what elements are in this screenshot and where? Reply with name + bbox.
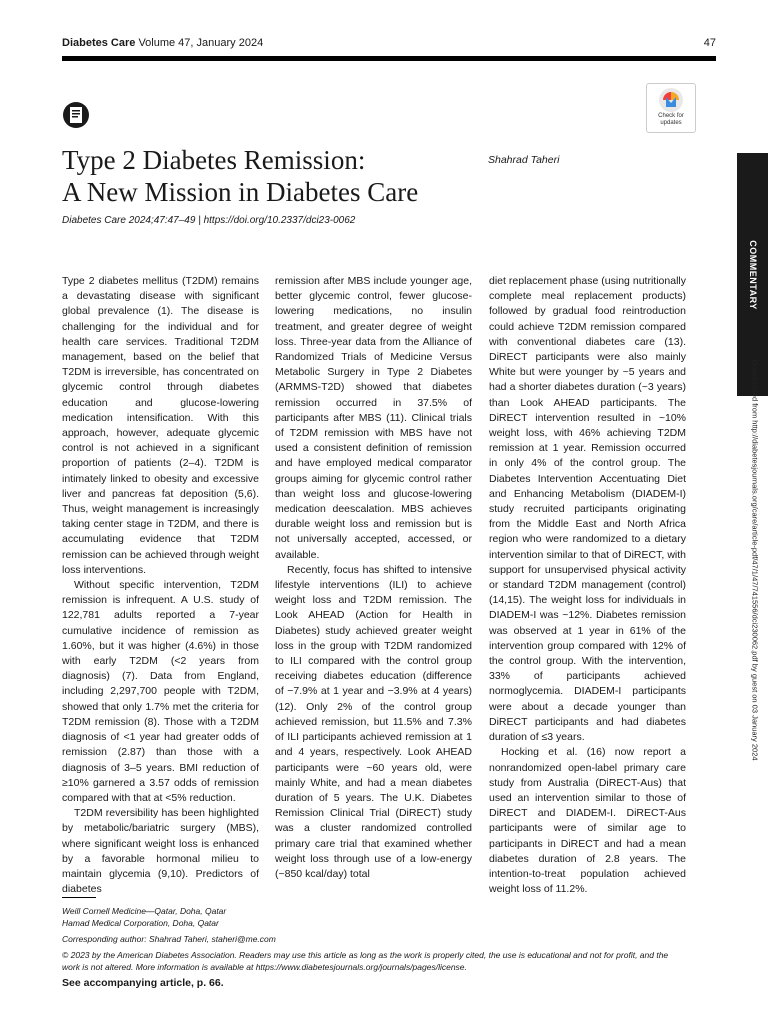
article-title — [62, 144, 418, 208]
paragraph: Hocking et al. (16) now report a nonrandomized open-label primary care study from Australia (DiRECT-Aus) that used an intervention similar to those of DiRECT and DIADEM-I. DiRECT-Aus participants were of similar age to participants in DiRECT and had a mean diabetes duration of 2.8 years. The intention-to-treat population achieved weight loss of 11.2%. — [489, 746, 686, 896]
footnote-rule — [62, 897, 96, 898]
corresponding-author[interactable]: Corresponding author: Shahrad Taheri, staheri@me.com — [62, 934, 276, 944]
title-line-2: A New Mission in Diabetes Care — [62, 177, 419, 207]
paragraph: remission after MBS include younger age, better glycemic control, fewer glucose-lowering medications, no insulin treatment, and greater degree of weight loss. Three-year data from the Alliance of Randomized Trials of Medicine Versus Metabolic Surgery in Type 2 Diabetes (ARMMS-T2D) showed that diabetes remission occurred in 37.5% of participants after MBS (11). Clinical trials of T2DM remission with MBS have not used a consistent definition of remission and have employed medical comparator groups aiming for glycemic control rather than weight loss and glucose-lowering medication deescalation. MBS achieves durable weight loss and remission but is not universally accepted, accessed, or available. — [275, 275, 472, 561]
journal-logo-icon — [62, 101, 90, 129]
journal-name: Diabetes Care — [62, 37, 136, 49]
footnotes — [62, 905, 688, 973]
paragraph: Without specific intervention, T2DM remission is infrequent. A U.S. study of 122,781 adults reported a 7-year cumulative incidence of remission as 1.60%, but it was higher (4.6%) in those with early T2DM (<2 years from diagnosis) (7). Data from England, including 2,297,700 people with T2DM, showed that only 1.7% met the criteria for T2DM remission (8). Those with a T2DM diagnosis of <1 year had greater odds of remission (2.87) than those with a diagnosis of 3–5 years. BMI reduction of ≥10% garnered a 3.57 odds of remission compared with that at <5% reduction. — [62, 579, 259, 804]
paragraph: diet replacement phase (using nutritionally complete meal replacement products) followed by gradual food reintroduction could achieve T2DM remission compared with conventional diabetes care (13). DiRECT participants were also mainly White but were younger by ~5 years and had a shorter diabetes duration (~3 years) than Look AHEAD participants. The DiRECT intervention resulted in ~10% weight loss, with 46% achieving T2DM remission at 1 year. Remission occurred in only 4% of the control group. The Diabetes Intervention Accentuating Diet and Enhancing Metabolism (DIADEM-I) study recruited participants originating from the Middle East and North Africa region who were randomized to a dietary intervention similar to that of DiRECT, with support for unsupervised physical activity or standard T2DM management (control) (14,15). The weight loss for individuals in DIADEM-I was ~12%. Diabetes remission was observed at 1 year in 61% of the intervention group compared with 12% of the control group. With the intervention, 33% of participants achieved normoglycemia. DIADEM-I participants were about a decade younger than DiRECT participants and had diabetes duration of ≤3 years. — [489, 275, 686, 744]
affiliation-1: Weill Cornell Medicine—Qatar, Doha, Qatar — [62, 906, 227, 916]
crossmark-label-1: Check for — [658, 113, 684, 119]
section-tab-label: COMMENTARY — [747, 239, 758, 310]
see-also-link[interactable]: See accompanying article, p. 66. — [62, 977, 224, 989]
running-header — [62, 37, 716, 53]
header-rule — [62, 56, 716, 61]
page-number: 47 — [703, 37, 716, 49]
paragraph: T2DM reversibility has been highlighted by metabolic/bariatric surgery (MBS), where significant weight loss is enhanced by a favorable hormonal milieu to maintain glycemia (9,10). Predictors of diabetes — [62, 807, 259, 896]
paragraph: Recently, focus has shifted to intensive lifestyle interventions (ILI) to achieve weight loss and T2DM remission. The Look AHEAD (Action for Health in Diabetes) study achieved greater weight loss in the group with T2DM randomized to ILI compared with the control group receiving diabetes education (difference of −7.9% at 1 year and −3.9% at 4 years) (12). Only 2% of the control group achieved remission, but 11.5% and 7.3% of ILI participants achieved remission at 1 and 4 years, respectively. Look AHEAD participants were ~60 years old, were mainly White, and had a mean diabetes duration of 5 years. The U.K. Diabetes Remission Clinical Trial (DiRECT) study was a cluster randomized controlled primary care trial that examined whether weight loss through use of a low-energy (~850 kcal/day) total — [275, 563, 472, 880]
check-for-updates-badge[interactable] — [646, 83, 696, 133]
title-line-1: Type 2 Diabetes Remission: — [62, 145, 366, 175]
body-column-2 — [275, 274, 472, 882]
citation-line[interactable]: Diabetes Care 2024;47:47–49 | https://doi.org/10.2337/dci23-0062 — [62, 215, 356, 226]
author-name: Shahrad Taheri — [488, 154, 560, 166]
crossmark-label-2: updates — [660, 120, 682, 126]
affiliation-2: Hamad Medical Corporation, Doha, Qatar — [62, 918, 219, 928]
volume-date: Volume 47, January 2024 — [138, 37, 264, 49]
body-column-1 — [62, 274, 259, 897]
body-column-3 — [489, 274, 686, 897]
crossmark-icon — [658, 87, 684, 113]
paragraph: Type 2 diabetes mellitus (T2DM) remains a devastating disease with significant global prevalence (1). The disease is challenging for the individual and for health care services. Traditional T2DM management, based on the belief that T2DM is irreversible, has concentrated on glycemic control through diabetes education and glucose-lowering medication intensification. With this approach, however, adequate glycemic control is not achieved in a significant proportion of patients (2–4). T2DM is intimately linked to obesity and excessive liver and pancreas fat deposition (5,6). Thus, weight management is increasingly taking center stage in T2DM, and there is accumulating evidence that T2DM remission can be achieved through weight loss interventions. — [62, 275, 259, 576]
download-watermark: Downloaded from http://diabetesjournals.org/care/article-pdf/47/1/47/741556/dci230062.pdf by guest on 03 January 2024 — [750, 359, 760, 761]
copyright-notice: © 2023 by the American Diabetes Association. Readers may use this article as long as the work is properly cited, the use is educational and not for profit, and the work is not altered. More information is available at https://www.diabetesjournals.org/journals/pages/license. — [62, 950, 669, 972]
